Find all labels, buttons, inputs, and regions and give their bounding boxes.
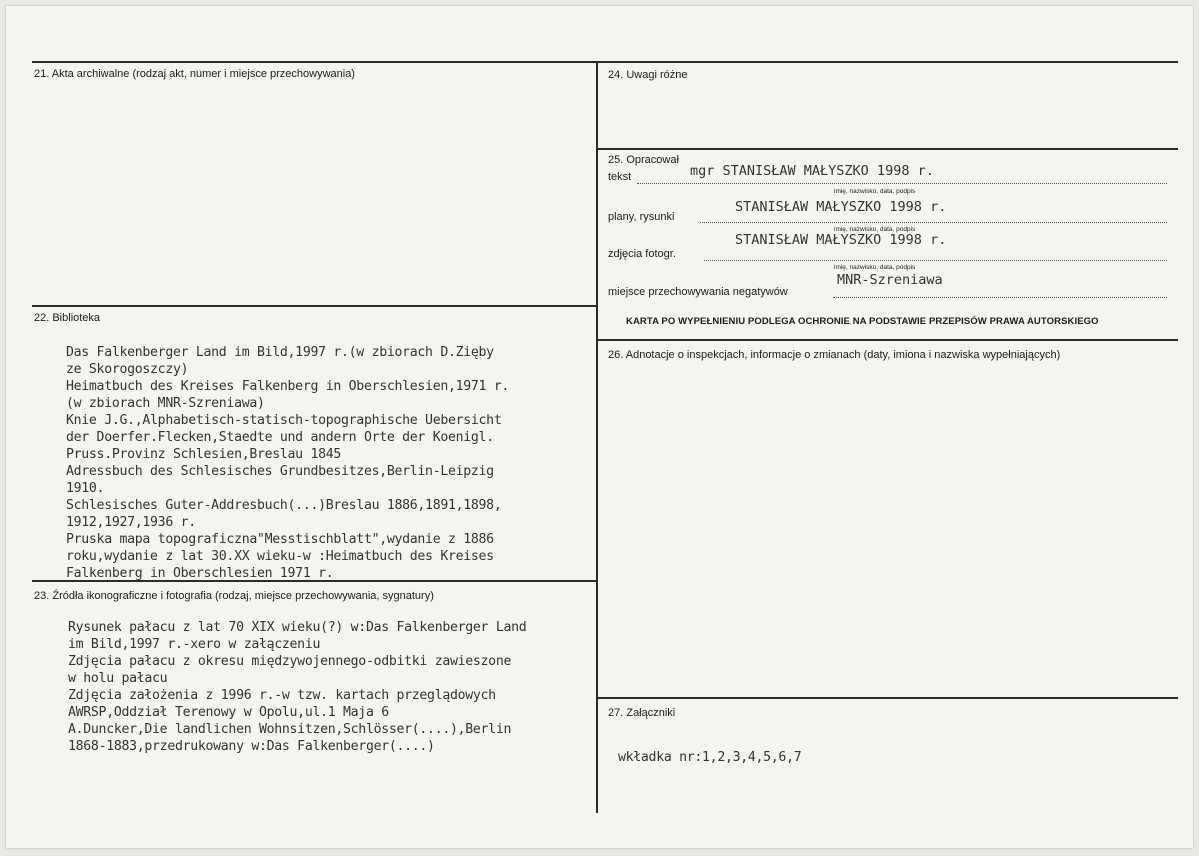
section-23-label: 23. Źródła ikonograficzne i fotografia (rodzaj, miejsce przechowywania, sygnatury)	[34, 590, 434, 602]
record-card	[6, 6, 1193, 848]
tekst-hint: imię, nazwisko, data, podpis	[834, 188, 916, 195]
text-line: 1910.	[66, 481, 105, 496]
rule-24-25	[596, 148, 1178, 150]
text-line: Schlesisches Guter-Addresbuch(...)Breslau 1886,1891,1898,	[66, 498, 502, 513]
negatywy-value: MNR-Szreniawa	[837, 272, 943, 288]
top-rule	[32, 61, 1178, 63]
text-line: 1868-1883,przedrukowany w:Das Falkenberger(....)	[68, 739, 435, 754]
section-24-label: 24. Uwagi różne	[608, 69, 688, 81]
plany-hint: imię, nazwisko, data, podpis	[834, 226, 916, 233]
plany-line	[700, 222, 1167, 223]
text-line: der Doerfer.Flecken,Staedte und andern Orte der Koenigl.	[66, 430, 494, 445]
rule-25-26	[596, 339, 1178, 341]
text-line: Pruss.Provinz Schlesien,Breslau 1845	[66, 447, 342, 462]
attachments-value: wkładka nr:1,2,3,4,5,6,7	[618, 750, 802, 765]
section-25-label: 25. Opracował	[608, 154, 679, 166]
text-line: Pruska mapa topograficzna"Messtischblatt",wydanie z 1886	[66, 532, 494, 547]
text-line: w holu pałacu	[68, 671, 168, 686]
tekst-label: tekst	[608, 171, 632, 183]
section-22-label: 22. Biblioteka	[34, 312, 101, 324]
text-line: Adressbuch des Schlesisches Grundbesitzes,Berlin-Leipzig	[66, 464, 494, 479]
zdjecia-label: zdjęcia fotogr.	[608, 248, 676, 260]
section-26-label: 26. Adnotacje o inspekcjach, informacje o zmianach (daty, imiona i nazwiska wypełniających)	[608, 349, 1061, 361]
text-line: (w zbiorach MNR-Szreniawa)	[66, 396, 265, 411]
text-line: ze Skorogoszczy)	[66, 362, 189, 377]
text-line: im Bild,1997 r.-xero w załączeniu	[68, 637, 321, 652]
text-line: Das Falkenberger Land im Bild,1997 r.(w zbiorach D.Zięby	[66, 345, 494, 360]
text-line: 1912,1927,1936 r.	[66, 515, 196, 530]
copyright-notice: KARTA PO WYPEŁNIENIU PODLEGA OCHRONIE NA PODSTAWIE PRZEPISÓW PRAWA AUTORSKIEGO	[626, 316, 1099, 327]
zdjecia-value: STANISŁAW MAŁYSZKO 1998 r.	[735, 232, 947, 248]
section-22-text	[66, 344, 591, 581]
text-line: A.Duncker,Die landlichen Wohnsitzen,Schlösser(....),Berlin	[68, 722, 512, 737]
plany-label: plany, rysunki	[608, 211, 675, 223]
section-21-label: 21. Akta archiwalne (rodzaj akt, numer i miejsce przechowywania)	[34, 68, 355, 80]
negatywy-label: miejsce przechowywania negatywów	[608, 286, 788, 298]
tekst-line	[637, 183, 1167, 184]
zdjecia-line	[704, 260, 1167, 261]
section-23-text	[68, 619, 526, 755]
text-line: Zdjęcia założenia z 1996 r.-w tzw. kartach przeglądowych	[68, 688, 496, 703]
text-line: roku,wydanie z lat 30.XX wieku-w :Heimatbuch des Kreises	[66, 549, 494, 564]
text-line: Rysunek pałacu z lat 70 XIX wieku(?) w:Das Falkenberger Land	[68, 620, 527, 635]
section-27-label: 27. Załączniki	[608, 707, 676, 719]
plany-value: STANISŁAW MAŁYSZKO 1998 r.	[735, 199, 947, 215]
zdjecia-hint: imię, nazwisko, data, podpis	[834, 264, 916, 271]
rule-21-22	[32, 305, 596, 307]
text-line: Knie J.G.,Alphabetisch-statisch-topographische Uebersicht	[66, 413, 502, 428]
rule-26-27	[596, 697, 1178, 699]
section-22-clip	[66, 344, 591, 581]
text-line: Falkenberg in Oberschlesien 1971 r.	[66, 566, 334, 581]
center-divider	[596, 61, 598, 813]
text-line: AWRSP,Oddział Terenowy w Opolu,ul.1 Maja 6	[68, 705, 389, 720]
tekst-value: mgr STANISŁAW MAŁYSZKO 1998 r.	[690, 163, 934, 179]
text-line: Heimatbuch des Kreises Falkenberg in Oberschlesien,1971 r.	[66, 379, 510, 394]
negatywy-line	[833, 297, 1167, 298]
text-line: Zdjęcia pałacu z okresu międzywojennego-odbitki zawieszone	[68, 654, 512, 669]
